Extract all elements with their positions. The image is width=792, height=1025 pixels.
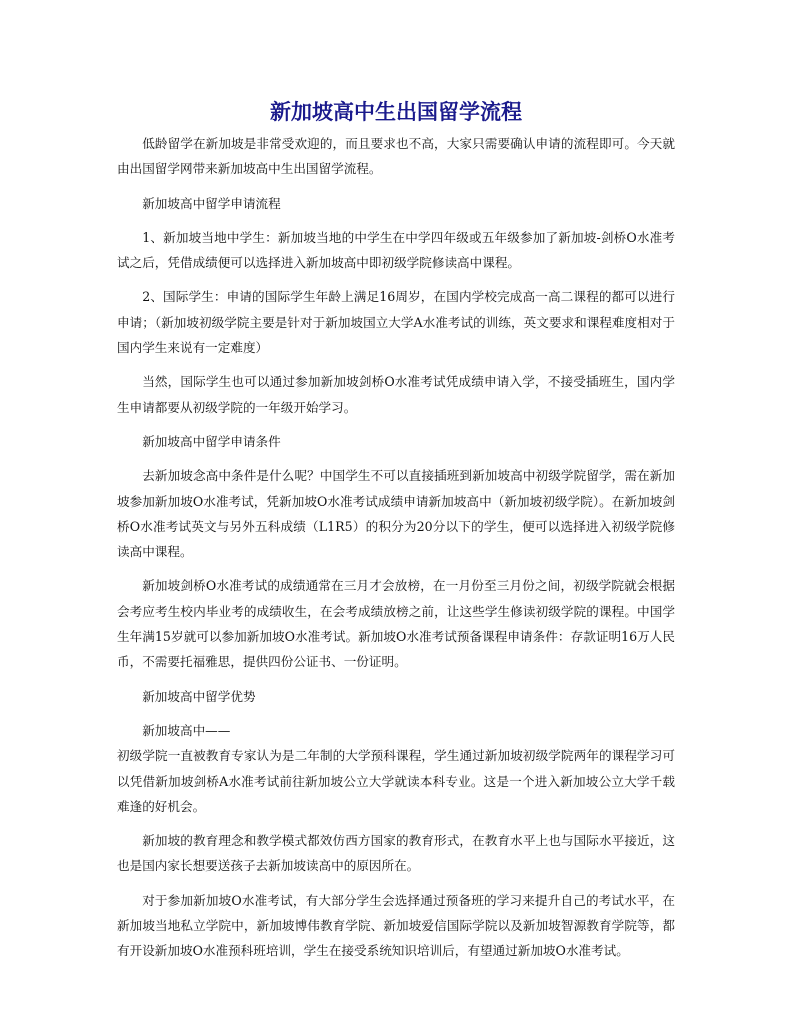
intro-paragraph: 低龄留学在新加坡是非常受欢迎的，而且要求也不高，大家只需要确认申请的流程即可。今天就由出国留学网带来新加坡高中生出国留学流程。 [117, 136, 675, 177]
section-heading-application-requirements: 新加坡高中留学申请条件 [142, 433, 281, 449]
paragraph-local-students: 1、新加坡当地中学生：新加坡当地的中学生在中学四年级或五年级参加了新加坡-剑桥O水准考试之后，凭借成绩便可以选择进入新加坡高中即初级学院修读高中课程。 [117, 229, 675, 271]
paragraph-education-philosophy: 新加坡的教育理念和教学模式都效仿西方国家的教育形式，在教育水平上也与国际水平接近，这也是国内家长想要送孩子去新加坡读高中的原因所在。 [117, 833, 675, 874]
document-title: 新加坡高中生出国留学流程 [270, 100, 522, 124]
paragraph-preparation-classes: 对于参加新加坡O水准考试，有大部分学生会选择通过预备班的学习来提升自己的考试水平，在新加坡当地私立学院中，新加坡博伟教育学院、新加坡爱信国际学院以及新加坡智源教育学院等，都有开设新加坡O水准预科班培训，学生在接受系统知识培训后，有望通过新加坡O水准考试。 [117, 892, 675, 959]
paragraph-junior-college: 初级学院一直被教育专家认为是二年制的大学预科课程，学生通过新加坡初级学院两年的课程学习可以凭借新加坡剑桥A水准考试前往新加坡公立大学就读本科专业。这是一个进入新加坡公立大学千载难逢的好机会。 [117, 748, 675, 814]
section-heading-application-process: 新加坡高中留学申请流程 [142, 195, 281, 211]
paragraph-requirements: 去新加坡念高中条件是什么呢？中国学生不可以直接插班到新加坡高中初级学院留学，需在新加坡参加新加坡O水准考试，凭新加坡O水准考试成绩申请新加坡高中（新加坡初级学院）。在新加坡剑桥O水准考试英文与另外五科成绩（L1R5）的积分为20分以下的学生，便可以选择进入初级学院修读高中课程。 [117, 468, 675, 560]
paragraph-o-level-entry: 当然，国际学生也可以通过参加新加坡剑桥O水准考试凭成绩申请入学，不接受插班生，国内学生申请都要从初级学院的一年级开始学习。 [117, 374, 675, 415]
section-heading-advantages: 新加坡高中留学优势 [142, 688, 256, 704]
paragraph-junior-college-lead: 新加坡高中—— [142, 722, 231, 738]
paragraph-o-level-results: 新加坡剑桥O水准考试的成绩通常在三月才会放榜，在一月份至三月份之间，初级学院就会根据会考应考生校内毕业考的成绩收生，在会考成绩放榜之前，让这些学生修读初级学院的课程。中国学生年满15岁就可以参加新加坡O水准考试。新加坡O水准考试预备课程申请条件：存款证明16万人民币，不需要托福雅思，提供四份公证书、一份证明。 [117, 578, 675, 670]
paragraph-international-students: 2、国际学生：申请的国际学生年龄上满足16周岁，在国内学校完成高一高二课程的都可以进行申请；（新加坡初级学院主要是针对于新加坡国立大学A水准考试的训练，英文要求和课程难度相对于国内学生来说有一定难度） [117, 289, 675, 356]
document-body [117, 131, 675, 973]
